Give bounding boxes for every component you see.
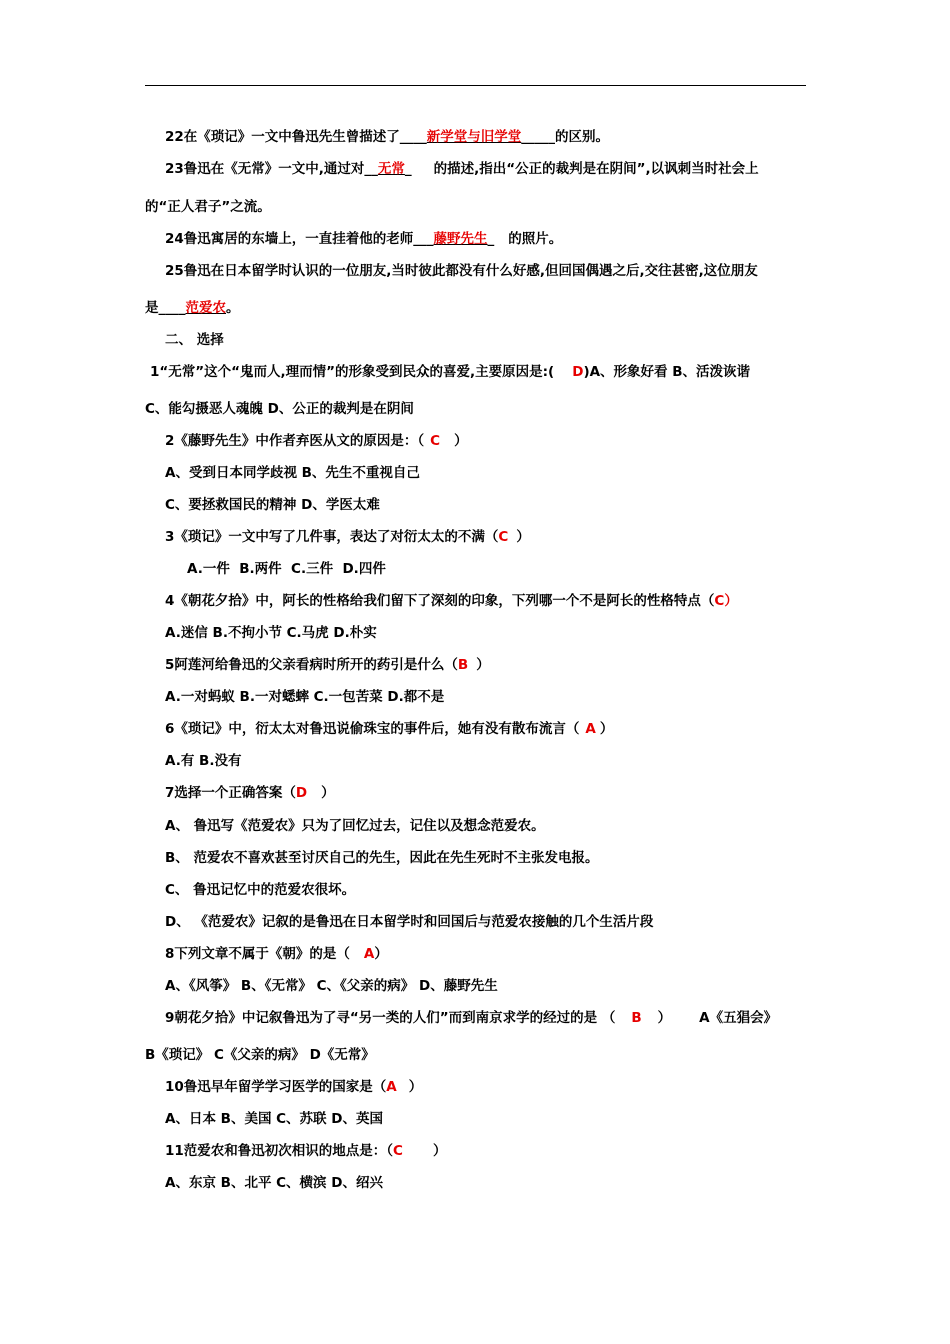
q25-text: 是 xyxy=(145,300,159,316)
fill-q24 xyxy=(165,230,562,248)
header-rule xyxy=(145,85,806,86)
q24-blank-tail: _ xyxy=(487,231,495,247)
fill-q23 xyxy=(165,160,759,178)
q7-option-a: A、 鲁迅写《范爱农》只为了回忆过去，记住以及想念范爱农。 xyxy=(165,818,545,834)
q2-answer: C xyxy=(430,433,441,449)
q9-stem-end: ） xyxy=(657,1010,672,1026)
q24-answer: 藤野先生 xyxy=(433,231,488,247)
q8-options: A、《风筝》 B、《无常》 C、《父亲的病》 D、藤野先生 xyxy=(165,978,498,994)
q1-answer: D xyxy=(572,364,584,380)
fill-q25: 25鲁迅在日本留学时认识的一位朋友,当时彼此都没有什么好感,但回国偶遇之后,交往甚密,这位朋友 xyxy=(165,263,758,279)
q5-answer: B xyxy=(457,657,469,673)
q3-stem: 3《琐记》一文中写了几件事，表达了对衍太太的不满（ xyxy=(165,529,499,545)
q7-stem: 7选择一个正确答案（ xyxy=(165,785,296,801)
q2-options-1: A、受到日本同学歧视 B、先生不重视自己 xyxy=(165,465,420,481)
q3-options: A.一件 B.两件 C.三件 D.四件 xyxy=(187,561,386,577)
choice-q9 xyxy=(165,1009,777,1027)
q4-stem: 4《朝花夕拾》中，阿长的性格给我们留下了深刻的印象，下列哪一个不是阿长的性格特点（ xyxy=(165,593,715,609)
choice-q7 xyxy=(165,784,335,802)
fill-q25-cont xyxy=(145,299,240,317)
q24-text-end: 的照片。 xyxy=(508,231,563,247)
q9-option-a: A《五猖会》 xyxy=(699,1010,778,1026)
choice-q4 xyxy=(165,592,738,610)
q1-stem: 1“无常”这个“鬼而人,理而情”的形象受到民众的喜爱,主要原因是:( xyxy=(150,364,555,380)
q23-blank-tail: _ xyxy=(404,161,412,177)
choice-q2 xyxy=(165,432,468,450)
q6-options: A.有 B.没有 xyxy=(165,753,242,769)
q9-answer: B xyxy=(631,1010,642,1026)
q7-option-b: B、 范爱农不喜欢甚至讨厌自己的先生，因此在先生死时不主张发电报。 xyxy=(165,850,599,866)
q11-stem: 11范爱农和鲁迅初次相识的地点是：（ xyxy=(165,1143,394,1159)
section-title: 二、 选择 xyxy=(165,332,224,348)
q25-text-end: 。 xyxy=(226,300,240,316)
q10-options: A、日本 B、美国 C、苏联 D、英国 xyxy=(165,1111,383,1127)
q5-stem: 5阿莲河给鲁迅的父亲看病时所开的药引是什么（ xyxy=(165,657,458,673)
q4-stem-end: ） xyxy=(724,593,738,609)
q22-answer: 新学堂与旧学堂 xyxy=(426,129,522,145)
q3-stem-end: ） xyxy=(516,529,530,545)
choice-q5 xyxy=(165,656,490,674)
fill-q23-cont: 的“正人君子”之流。 xyxy=(145,199,271,215)
q23-text: 23鲁迅在《无常》一文中,通过对 xyxy=(165,161,365,177)
q9-stem: 9朝花夕拾》中记叙鲁迅为了寻“另一类的人们”而到南京求学的经过的是 （ xyxy=(165,1010,616,1026)
q8-answer: A xyxy=(363,946,375,962)
choice-q6 xyxy=(165,720,613,738)
q22-text-end: 的区别。 xyxy=(555,129,610,145)
q22-text: 22在《琐记》一文中鲁迅先生曾描述了 xyxy=(165,129,400,145)
q22-blank: ____ xyxy=(399,129,427,145)
q6-answer: A xyxy=(585,721,596,737)
q25-answer: 范爱农 xyxy=(185,300,226,316)
q7-option-d: D、 《范爱农》记叙的是鲁迅在日本留学时和回国后与范爱农接触的几个生活片段 xyxy=(165,914,654,930)
q11-stem-end: ） xyxy=(432,1143,447,1159)
q5-stem-end: ） xyxy=(476,657,490,673)
q3-answer: C xyxy=(498,529,509,545)
choice-q1 xyxy=(150,363,750,381)
q10-stem-end: ） xyxy=(408,1079,423,1095)
q6-stem: 6《琐记》中，衍太太对鲁迅说偷珠宝的事件后，她有没有散布流言（ xyxy=(165,721,580,737)
q10-stem: 10鲁迅早年留学学习医学的国家是（ xyxy=(165,1079,387,1095)
q23-blank: __ xyxy=(364,161,378,177)
choice-q11 xyxy=(165,1142,446,1160)
q2-stem-end: ） xyxy=(454,433,468,449)
q2-options-2: C、要拯救国民的精神 D、学医太难 xyxy=(165,497,380,513)
q24-text: 24鲁迅寓居的东墙上，一直挂着他的老师 xyxy=(165,231,414,247)
q1-options: C、能勾摄恶人魂魄 D、公正的裁判是在阴间 xyxy=(145,401,414,417)
q22-blank-tail: _____ xyxy=(521,129,556,145)
q9-options: B《琐记》 C《父亲的病》 D《无常》 xyxy=(145,1047,375,1063)
q8-stem: 8下列文章不属于《朝》的是（ xyxy=(165,946,350,962)
choice-q8 xyxy=(165,945,388,963)
q7-option-c: C、 鲁迅记忆中的范爱农很坏。 xyxy=(165,882,356,898)
q23-answer: 无常 xyxy=(377,161,405,177)
q11-options: A、东京 B、北平 C、横滨 D、绍兴 xyxy=(165,1175,383,1191)
q7-stem-end: ） xyxy=(321,785,335,801)
q7-answer: D xyxy=(295,785,308,801)
fill-q22 xyxy=(165,128,609,146)
q10-answer: A xyxy=(386,1079,397,1095)
q1-stem-end: )A、形象好看 B、活泼诙谐 xyxy=(583,364,751,380)
q4-answer: C xyxy=(714,593,725,609)
q11-answer: C xyxy=(393,1143,403,1159)
q5-options: A.一对蚂蚁 B.一对蟋蟀 C.一包苦菜 D.都不是 xyxy=(165,689,445,705)
q2-stem: 2《藤野先生》中作者弃医从文的原因是：（ xyxy=(165,433,425,449)
q6-stem-end: ） xyxy=(599,721,614,737)
q24-blank: ___ xyxy=(413,231,434,247)
q4-options: A.迷信 B.不拘小节 C.马虎 D.朴实 xyxy=(165,625,377,641)
q8-stem-end: ） xyxy=(374,946,388,962)
q23-text-end: 的描述,指出“公正的裁判是在阴间”,以讽刺当时社会上 xyxy=(433,161,759,177)
choice-q3 xyxy=(165,528,530,546)
choice-q10 xyxy=(165,1078,422,1096)
q25-blank: ____ xyxy=(158,300,186,316)
